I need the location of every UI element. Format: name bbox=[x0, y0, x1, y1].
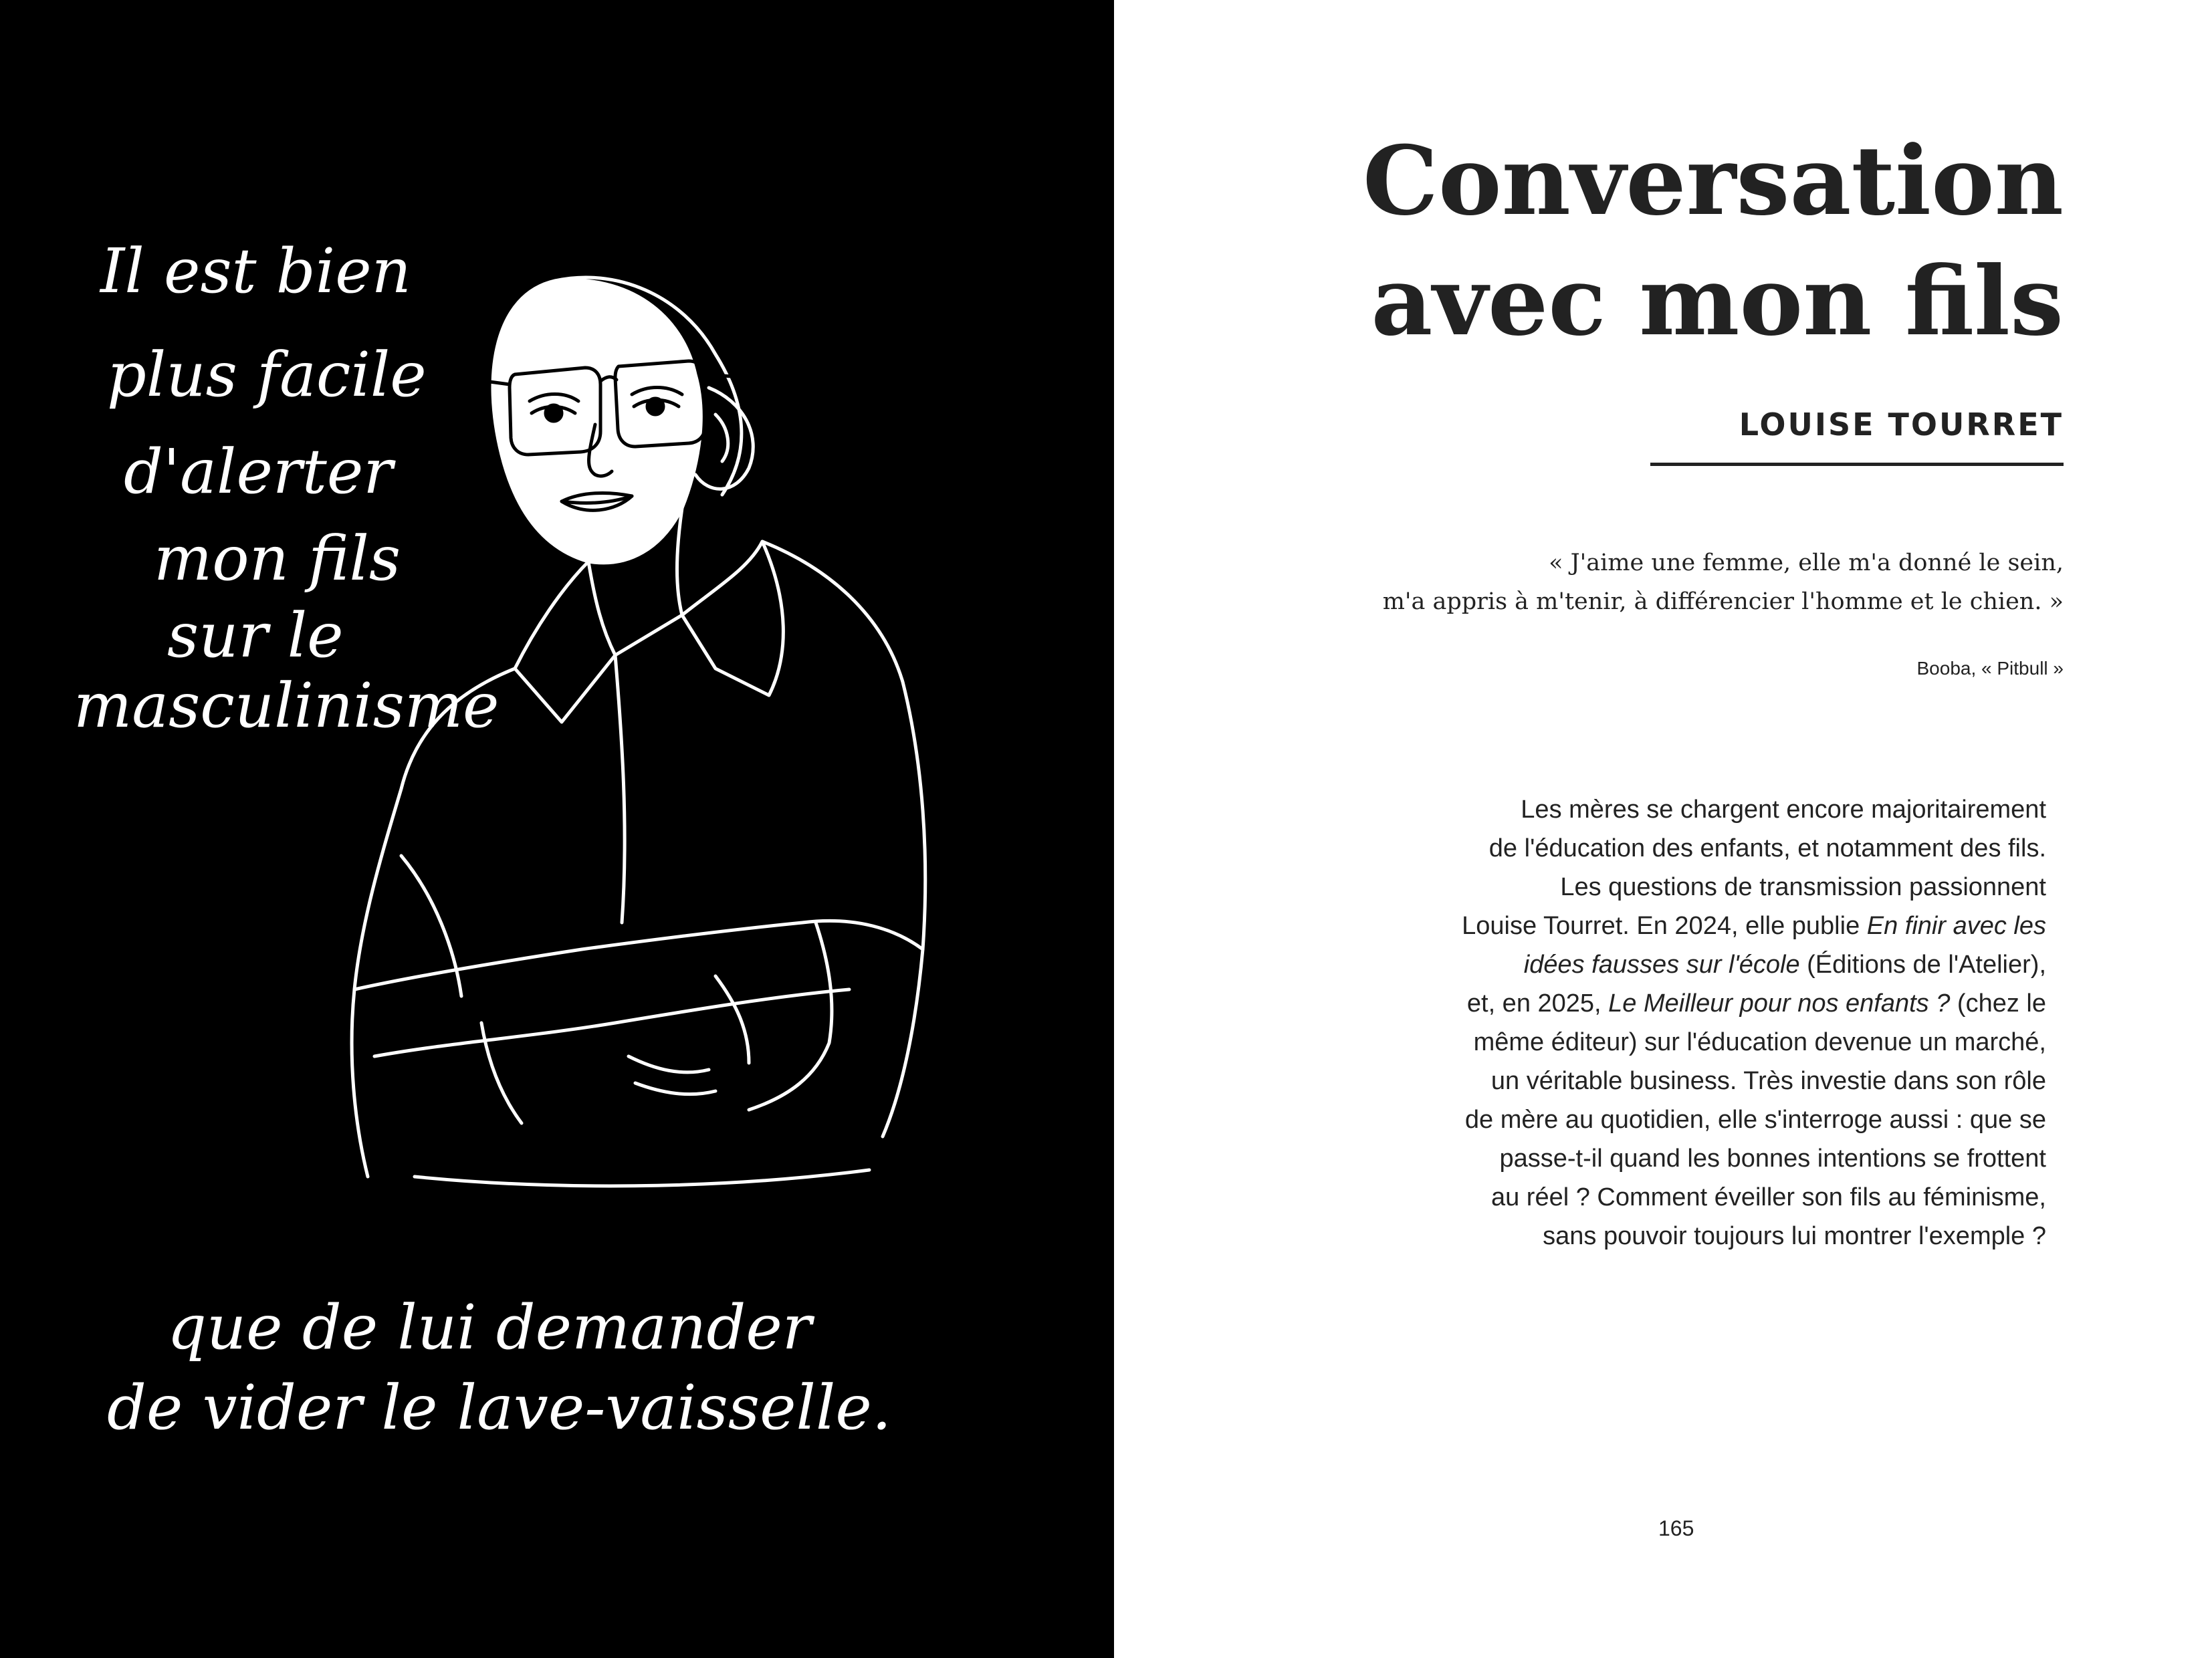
epigraph-source: Booba, « Pitbull » bbox=[1916, 658, 2064, 679]
handwritten-quote-line: que de lui demander bbox=[167, 1292, 812, 1363]
intro-line: de mère au quotidien, elle s'interroge aussi : que se bbox=[1464, 1106, 2046, 1134]
intro-text: Louise Tourret. En 2024, elle publie bbox=[1462, 912, 1867, 940]
handwritten-quote-line: mon fils bbox=[154, 523, 401, 594]
handwritten-quote-line: d'alerter bbox=[124, 436, 393, 507]
author-divider bbox=[1650, 463, 2064, 466]
intro-line bbox=[1377, 907, 2046, 945]
book-title: En finir avec les bbox=[1866, 912, 2046, 940]
epigraph-line: « J'aime une femme, elle m'a donné le sein, bbox=[1549, 550, 2064, 576]
intro-line: un véritable business. Très investie dans son rôle bbox=[1490, 1067, 2046, 1095]
intro-line: au réel ? Comment éveiller son fils au féminisme, bbox=[1490, 1183, 2046, 1211]
article-title: avec mon fils bbox=[1371, 246, 2064, 357]
handwritten-quote-line: sur le bbox=[167, 600, 344, 671]
intro-text: et, en 2025, bbox=[1466, 989, 1609, 1018]
handwritten-quote-line: plus facile bbox=[107, 339, 427, 410]
handwritten-quote-line: masculinisme bbox=[74, 670, 500, 741]
woman-portrait-icon bbox=[281, 254, 1003, 1257]
handwritten-quote-line: Il est bien bbox=[100, 235, 411, 307]
intro-text: (Éditions de l'Atelier), bbox=[1799, 951, 2046, 979]
epigraph-line: m'a appris à m'tenir, à différencier l'homme et le chien. » bbox=[1382, 588, 2064, 615]
intro-line: sans pouvoir toujours lui montrer l'exemple ? bbox=[1543, 1222, 2046, 1250]
intro-line: même éditeur) sur l'éducation devenue un marché, bbox=[1473, 1028, 2046, 1056]
author-name: LOUISE TOURRET bbox=[1739, 406, 2064, 443]
intro-line: Les mères se chargent encore majoritairement bbox=[1521, 796, 2046, 824]
intro-line: de l'éducation des enfants, et notamment des fils. bbox=[1488, 834, 2046, 862]
intro-line bbox=[1377, 945, 2046, 984]
handwritten-quote-line: de vider le lave-vaisselle. bbox=[107, 1372, 892, 1443]
intro-line: passe-t-il quand les bonnes intentions se frottent bbox=[1499, 1145, 2046, 1173]
intro-line: Les questions de transmission passionnent bbox=[1560, 873, 2046, 901]
intro-text: (chez le bbox=[1950, 989, 2046, 1018]
intro-paragraph bbox=[1377, 790, 2046, 1256]
article-title: Conversation bbox=[1362, 126, 2064, 237]
book-title: idées fausses sur l'école bbox=[1523, 951, 1800, 979]
book-title: Le Meilleur pour nos enfants ? bbox=[1608, 989, 1951, 1018]
intro-line bbox=[1377, 984, 2046, 1023]
page-number: 165 bbox=[1658, 1516, 1694, 1540]
